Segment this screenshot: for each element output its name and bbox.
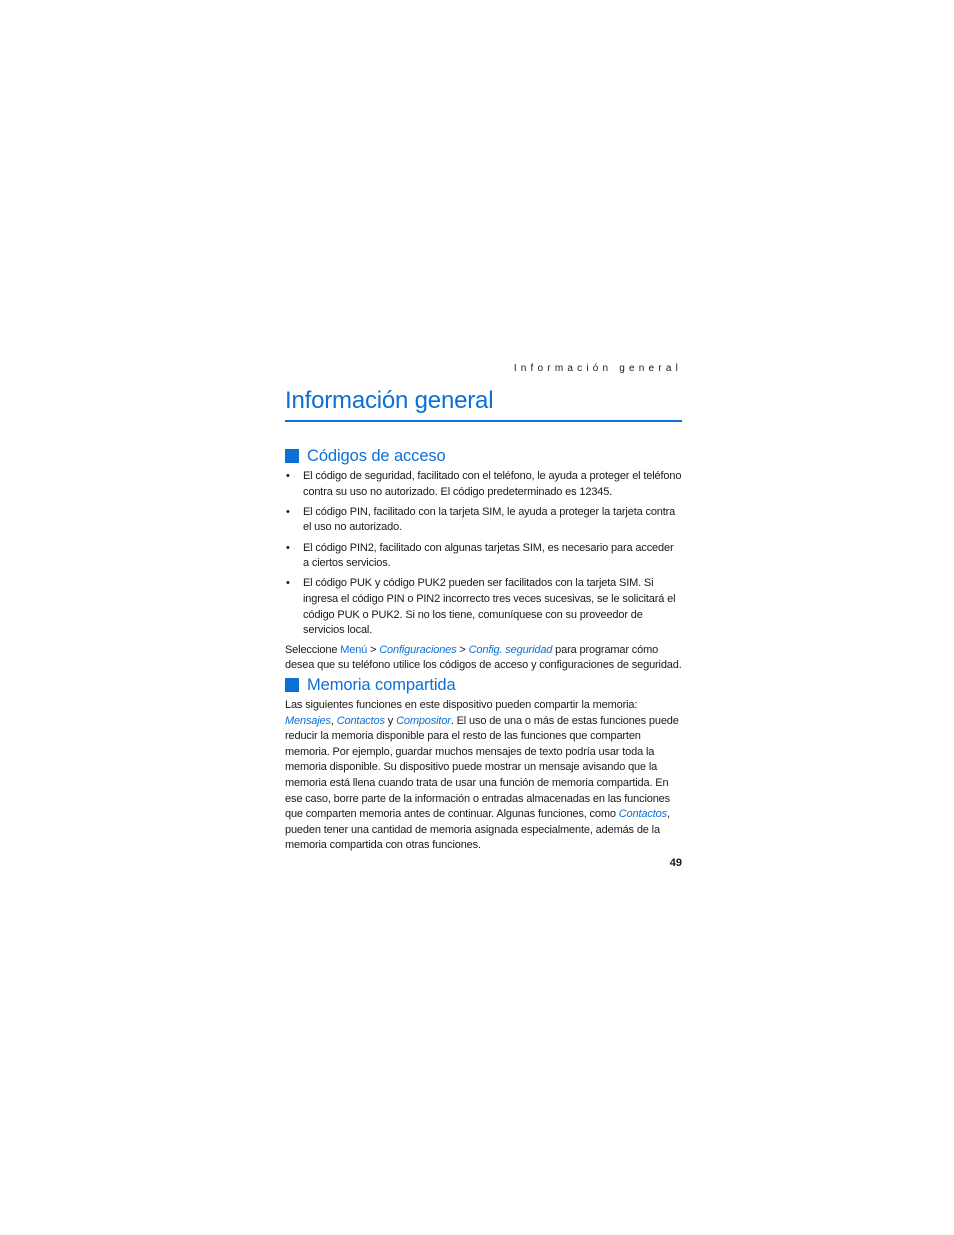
bullet-icon: •	[286, 577, 290, 590]
list-item	[285, 541, 682, 572]
mensajes-link[interactable]: Mensajes	[285, 714, 331, 727]
section-heading-access-codes	[285, 446, 682, 466]
bullet-icon: •	[286, 541, 290, 554]
menu-link[interactable]: Menú	[340, 643, 368, 656]
list-item	[285, 469, 682, 500]
contactos-link[interactable]: Contactos	[336, 714, 385, 727]
list-item-text: El código de seguridad, facilitado con el teléfono, le ayuda a proteger el teléfono contra su uso no autorizado. El código predeterminado es 12345.	[303, 470, 682, 498]
chapter-title: Información general	[285, 386, 682, 422]
bullet-icon: •	[286, 505, 290, 518]
text-run: ,	[330, 714, 337, 727]
access-codes-paragraph	[285, 643, 682, 674]
para-suffix: para programar cómo desea que su teléfono utilice los códigos de acceso y configuraciones de seguridad.	[285, 643, 682, 672]
text-run: , pueden tener una cantidad de memoria asignada especialmente, además de la memoria compartida con otras funciones.	[285, 808, 670, 852]
configuraciones-link[interactable]: Configuraciones	[379, 643, 457, 656]
bullet-icon: •	[286, 470, 290, 482]
path-separator: >	[456, 643, 469, 656]
section-square-icon	[285, 449, 299, 463]
list-item	[285, 576, 682, 638]
list-item-text: El código PIN2, facilitado con algunas tarjetas SIM, es necesario para acceder a ciertos servicios.	[303, 541, 674, 570]
section-title: Códigos de acceso	[307, 447, 446, 465]
running-header: Información general	[513, 363, 682, 374]
list-item-text: El código PIN, facilitado con la tarjeta SIM, le ayuda a proteger la tarjeta contra el uso no autorizado.	[303, 505, 676, 534]
config-seguridad-link[interactable]: Config. seguridad	[468, 643, 553, 656]
list-item-text: El código PUK y código PUK2 pueden ser facilitados con la tarjeta SIM. Si ingresa el código PIN o PIN2 incorrecto tres veces sucesivas, se le solicitará el código PUK o PUK2. Si no los tiene, comuníquese con su proveedor de servicios local.	[303, 577, 676, 637]
text-run: . El uso de una o más de estas funciones puede reducir la memoria disponible para el resto de las funciones que comparten memoria. Por ejemplo, guardar muchos mensajes de texto podría usar toda la memoria disponible. Su dispositivo puede mostrar un mensaje avisando que la memoria está llena cuando trata de usar una función de memoria compartida. En ese caso, borre parte de la información o entradas almacenadas en las funciones que comparten memoria antes de continuar. Algunas funciones, como	[285, 714, 679, 821]
section-title: Memoria compartida	[307, 676, 456, 694]
access-codes-list	[285, 469, 682, 639]
section-square-icon	[285, 678, 299, 692]
page-number: 49	[669, 857, 682, 869]
compositor-link[interactable]: Compositor	[396, 714, 451, 727]
text-run: Las siguientes funciones en este dispositivo pueden compartir la memoria:	[285, 699, 638, 711]
text-run: y	[384, 714, 397, 727]
list-item	[285, 505, 682, 536]
contactos-link-2[interactable]: Contactos	[618, 808, 667, 821]
shared-memory-body	[285, 698, 682, 854]
path-separator: >	[367, 643, 380, 656]
section-heading-shared-memory	[285, 675, 682, 695]
access-codes-body	[285, 469, 682, 674]
para-prefix: Seleccione	[285, 643, 341, 656]
shared-memory-paragraph	[285, 698, 682, 854]
